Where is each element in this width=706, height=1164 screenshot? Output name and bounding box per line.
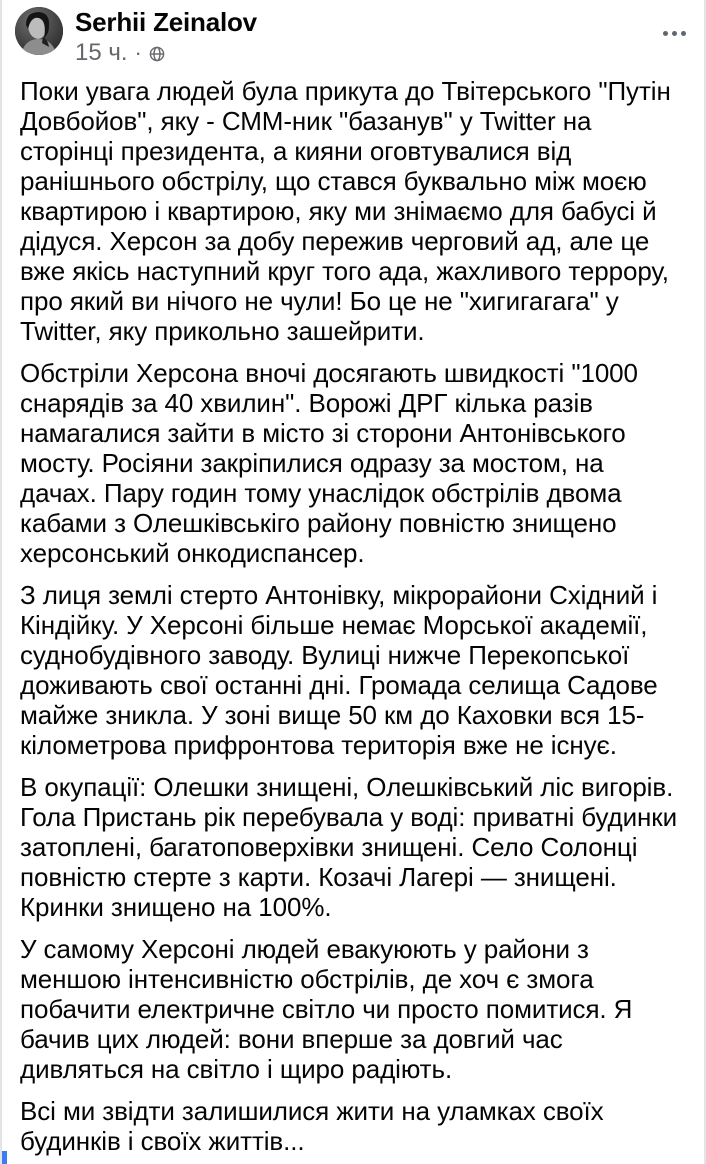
timestamp[interactable]: 15 ч. <box>75 39 128 66</box>
post-paragraph: Поки увага людей була прикута до Твітерського "Путін Довбойов", яку - СММ-ник "базанув" у Twitter на сторінці президента, а кияни оговтувалися від ранішнього обстрілу, що стався буквально між моєю квартирою і квартирою, яку ми знімаємо для бабусі й дідуся. Херсон за добу пережив черговий ад, але це вже якісь наступний круг того ада, жахливого террору, про який ви нічого не чули! Бо це не "хигигагага" у Twitter, яку прикольно зашейрити. <box>20 76 678 346</box>
post-meta <box>75 40 661 66</box>
avatar[interactable] <box>15 7 63 55</box>
post-paragraph: Обстріли Херсона вночі досягають швидкості "1000 снарядів за 40 хвилин". Ворожі ДРГ кілька разів намагалися зайти в місто зі сторони Антонівського мосту. Росіяни закріпилися одразу за мостом, на дачах. Пару годин тому унаслідок обстрілів двома кабами з Олешківськіго району повністю знищено херсонський онкодиспансер. <box>20 358 646 568</box>
author-name[interactable]: Serhii Zeinalov <box>75 7 257 37</box>
post-paragraph: Всі ми звідти залишилися жити на уламках своїх будинків і своїх життів... <box>20 1096 611 1156</box>
post-text <box>2 68 704 1156</box>
post-paragraph: У самому Херсоні людей евакуюють у райони з меншою інтенсивністю обстрілів, де хоч є змога побачити електричне світло чи просто помитися. Я бачив цих людей: вони вперше за довгий час дивляться на світло і щиро радіють. <box>20 934 640 1084</box>
more-options-icon <box>681 31 686 36</box>
text-selection-handle[interactable] <box>2 1151 7 1164</box>
header-text <box>75 7 661 66</box>
post-paragraph: В окупації: Олешки знищені, Олешківський ліс вигорів. Гола Пристань рік перебувала у воді: приватні будинки затоплені, багатоповерхівки знищені. Село Солонці повністю стерте з карти. Козачі Лагері — знищені. Кринки знищено на 100%. <box>20 772 685 922</box>
profile-photo <box>15 7 63 55</box>
more-options-button[interactable] <box>661 23 688 44</box>
meta-separator: · <box>134 40 142 65</box>
post-header <box>2 0 704 68</box>
more-options-icon <box>663 31 668 36</box>
globe-icon <box>149 46 165 62</box>
more-options-icon <box>672 31 677 36</box>
post-paragraph: З лиця землі стерто Антонівку, мікрорайони Східний і Кіндійку. У Херсоні більше немає Морської академії, суднобудівного заводу. Вулиці нижче Перекопської доживають свої останні дні. Громада селища Садове майже зникла. У зоні вище 50 км до Каховки вся 15-кілометрова прифронтова територія вже не існує. <box>20 580 665 760</box>
